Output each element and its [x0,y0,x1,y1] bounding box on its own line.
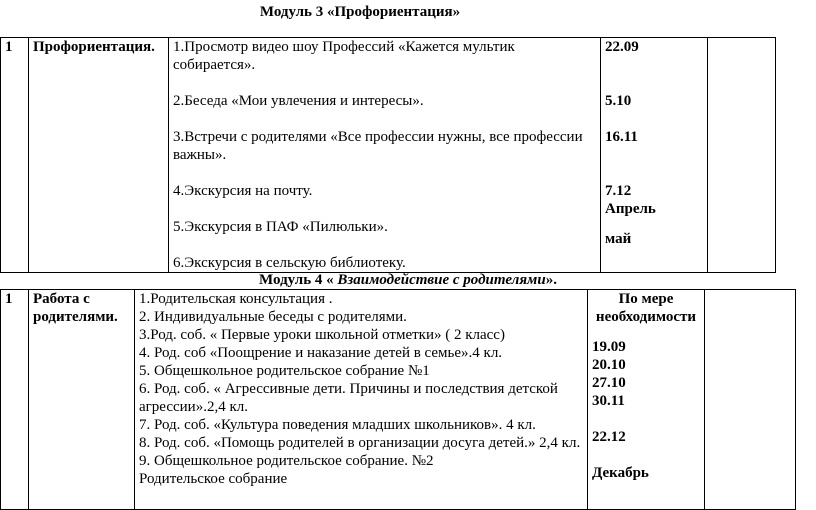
list-item: 4. Род. соб «Поощрение и наказание детей в семье».4 кл. [139,345,503,361]
date-item: 20.10 [592,357,626,373]
list-item: 1.Родительская консультация . [139,291,333,307]
list-item: 4.Экскурсия на почту. [173,183,313,199]
date-item: 22.09 [605,39,639,55]
row-dates [601,38,708,273]
date-item: 16.11 [605,129,638,145]
date-item: Декабрь [592,465,649,481]
module4-table [0,289,796,510]
date-item: Апрель [605,201,656,217]
list-item: 2. Индивидуальные беседы с родителями. [139,309,407,325]
row-number: 1 [1,290,29,510]
list-item: 1.Просмотр видео шоу Профессий «Кажется мультик собирается». [173,39,515,73]
module4-title: Модуль 4 « Взаимодействие с родителями». [259,272,557,288]
list-item: 9. Общешкольное родительское собрание. №2 [139,453,434,469]
list-item: 5.Экскурсия в ПАФ «Пилюльки». [173,219,388,235]
row-number: 1 [1,38,29,273]
date-item: 19.09 [592,339,626,355]
date-item: 27.10 [592,375,626,391]
list-item: 2.Беседа «Мои увлечения и интересы». [173,93,424,109]
row-notes [708,38,776,273]
list-item: 3.Встречи с родителями «Все профессии нужны, все профессии важны». [173,129,583,163]
list-item: 6.Экскурсия в сельскую библиотеку. [173,255,406,271]
date-item: По мере необходимости [595,291,697,325]
list-item: 8. Род. соб. «Помощь родителей в организации досуга детей.» 2,4 кл. [139,435,581,451]
table-row [1,38,776,273]
list-item: 6. Род. соб. « Агрессивные дети. Причины и последствия детской агрессии».2,4 кл. [139,381,558,415]
list-item: 5. Общешкольное родительское собрание №1 [139,363,430,379]
table-row [1,290,796,510]
list-item: Родительское собрание [139,471,288,487]
list-item: 3.Род. соб. « Первые уроки школьной отметки» ( 2 класс) [139,327,505,343]
date-item: 7.12 [605,183,632,199]
row-topic: Профориентация. [29,38,169,273]
date-item: 30.11 [592,393,625,409]
row-dates [588,290,705,510]
module3-table [0,37,776,273]
row-activities [135,290,588,510]
date-item: 22.12 [592,429,626,445]
row-notes [705,290,796,510]
row-topic: Работа с родителями. [29,290,135,510]
list-item: 7. Род. соб. «Культура поведения младших школьников». 4 кл. [139,417,536,433]
module3-title: Модуль 3 «Профориентация» [259,4,461,20]
row-activities [169,38,601,273]
date-item: май [605,231,632,247]
date-item: 5.10 [605,93,632,109]
